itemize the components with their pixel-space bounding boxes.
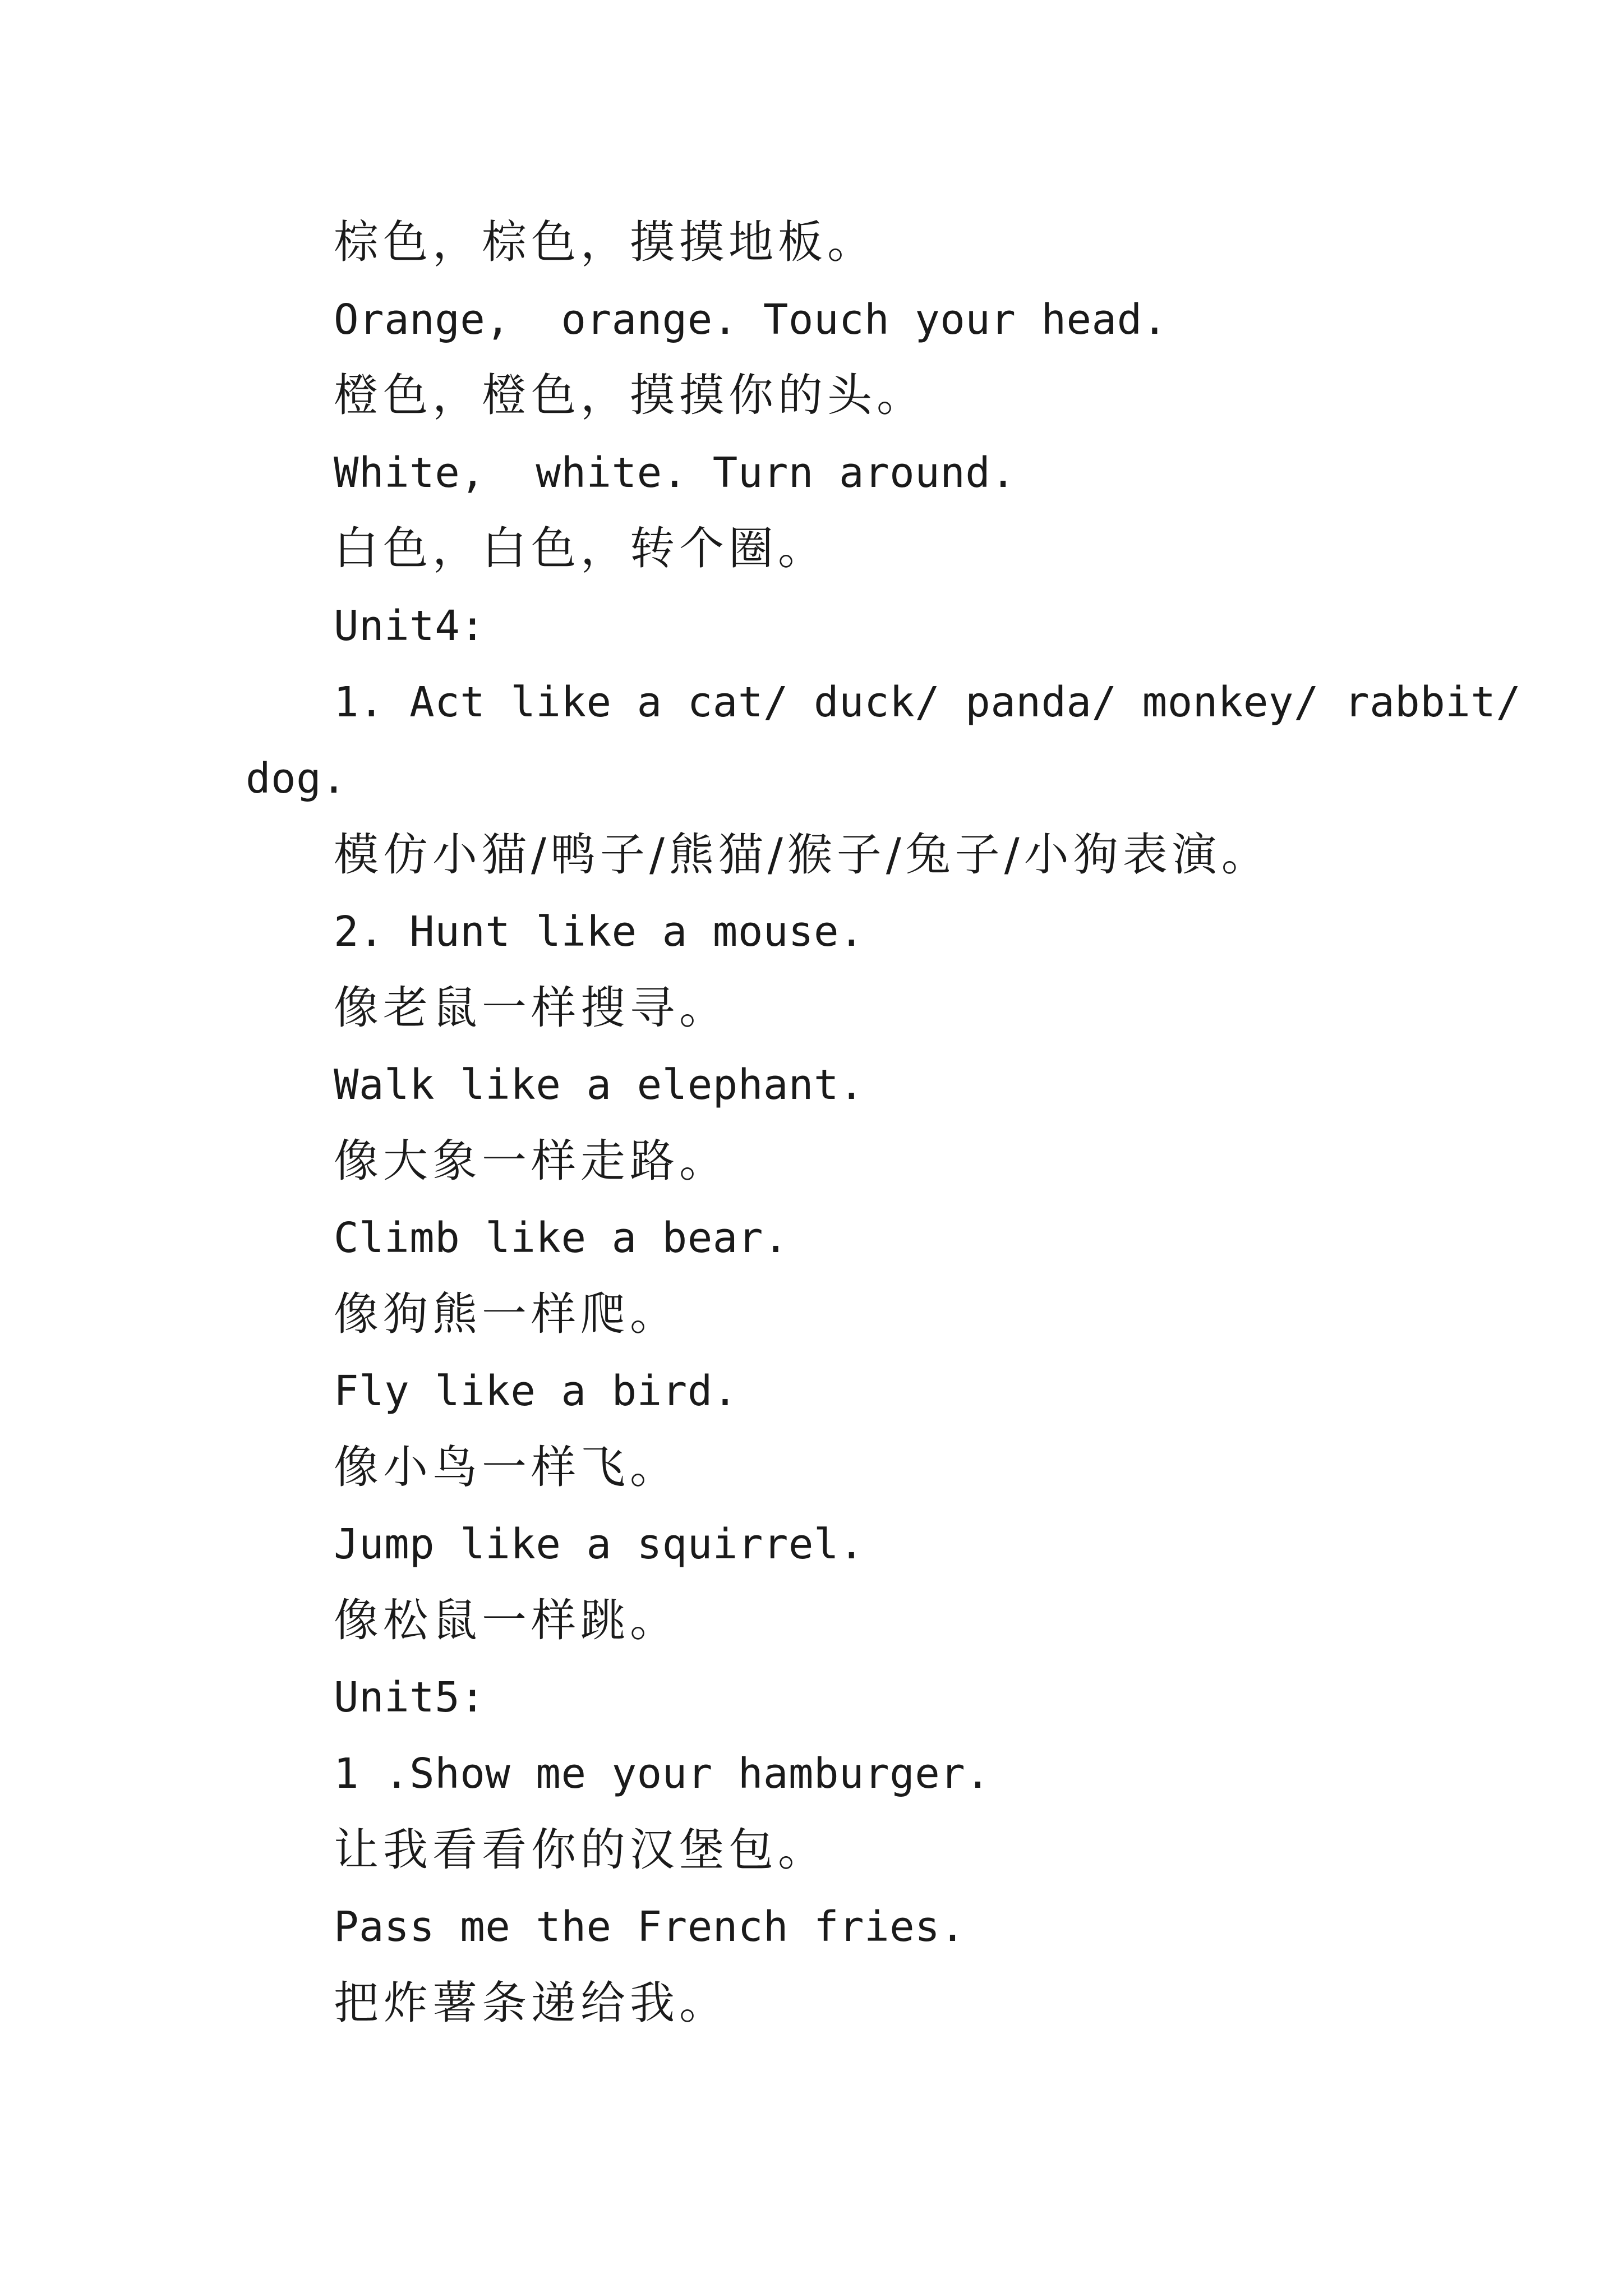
text-line-zh-act-like: 模仿小猫/鸭子/熊猫/猴子/兔子/小狗表演。 bbox=[334, 829, 1271, 881]
text-line-zh-show: 让我看看你的汉堡包。 bbox=[334, 1824, 827, 1876]
text-line-en-white: White, white. Turn around. bbox=[334, 449, 1016, 497]
text-line-en-hunt: 2. Hunt like a mouse. bbox=[334, 908, 865, 956]
section-heading-unit4: Unit4: bbox=[334, 602, 486, 650]
text-line-en-walk: Walk like a elephant. bbox=[334, 1061, 865, 1109]
text-line-en-orange: Orange, orange. Touch your head. bbox=[334, 296, 1168, 344]
text-line-en-show: 1 .Show me your hamburger. bbox=[334, 1750, 991, 1798]
section-heading-unit5: Unit5: bbox=[334, 1673, 486, 1722]
text-line-zh-walk: 像大象一样走路。 bbox=[334, 1135, 728, 1187]
text-line-en-jump: Jump like a squirrel. bbox=[334, 1520, 865, 1568]
text-line-zh-brown: 棕色，棕色，摸摸地板。 bbox=[334, 216, 877, 268]
text-line-en-act-like: 1. Act like a cat/ duck/ panda/ monkey/ rabbit/ bbox=[334, 678, 1521, 726]
text-line-en-fly: Fly like a bird. bbox=[334, 1367, 738, 1415]
text-line-en-climb: Climb like a bear. bbox=[334, 1214, 789, 1262]
text-line-en-act-like-cont: dog. bbox=[246, 754, 347, 803]
text-line-en-pass: Pass me the French fries. bbox=[334, 1903, 966, 1951]
text-line-zh-orange: 橙色，橙色，摸摸你的头。 bbox=[334, 369, 926, 421]
text-line-zh-jump: 像松鼠一样跳。 bbox=[334, 1594, 679, 1646]
text-line-zh-hunt: 像老鼠一样搜寻。 bbox=[334, 982, 728, 1034]
text-line-zh-white: 白色，白色，转个圈。 bbox=[334, 522, 827, 574]
text-line-zh-climb: 像狗熊一样爬。 bbox=[334, 1288, 679, 1340]
text-line-zh-fly: 像小鸟一样飞。 bbox=[334, 1441, 679, 1493]
text-line-zh-pass: 把炸薯条递给我。 bbox=[334, 1977, 728, 2029]
